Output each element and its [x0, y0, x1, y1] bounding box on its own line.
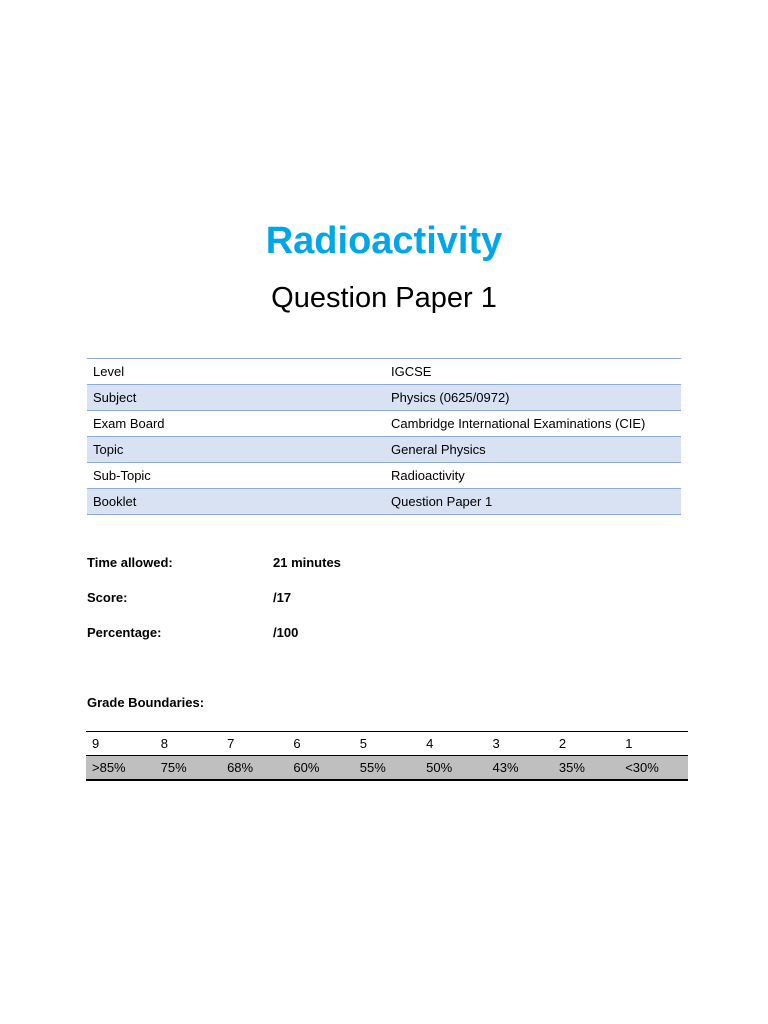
percentage-cell: >85%: [86, 756, 155, 781]
percentage-cell: 75%: [155, 756, 221, 781]
grade-boundaries-table: [86, 731, 688, 781]
info-key: Exam Board: [87, 411, 385, 437]
info-row-level: [87, 359, 681, 385]
grade-cell: 4: [420, 732, 486, 756]
percentage-cell: 50%: [420, 756, 486, 781]
page-subtitle: Question Paper 1: [271, 282, 497, 314]
grade-boundaries-label: Grade Boundaries:: [87, 695, 205, 710]
info-value: Physics (0625/0972): [385, 385, 681, 411]
grade-cell: 5: [354, 732, 420, 756]
info-row-exam-board: [87, 411, 681, 437]
page-title: Radioactivity: [265, 220, 503, 262]
info-value: IGCSE: [385, 359, 681, 385]
info-value: Radioactivity: [385, 463, 681, 489]
info-key: Subject: [87, 385, 385, 411]
info-key: Topic: [87, 437, 385, 463]
info-row-sub-topic: [87, 463, 681, 489]
grade-row: [86, 732, 688, 756]
score-value: /17: [273, 590, 292, 605]
grade-cell: 7: [221, 732, 287, 756]
grade-cell: 9: [86, 732, 155, 756]
grade-cell: 6: [287, 732, 353, 756]
percentage-cell: 68%: [221, 756, 287, 781]
time-allowed-value: 21 minutes: [273, 555, 341, 570]
info-row-subject: [87, 385, 681, 411]
info-value: Cambridge International Examinations (CIE): [385, 411, 681, 437]
percentage-label: Percentage:: [87, 625, 162, 640]
info-value: Question Paper 1: [385, 489, 681, 515]
grade-cell: 1: [619, 732, 688, 756]
percentage-cell: 55%: [354, 756, 420, 781]
percentage-cell: 35%: [553, 756, 619, 781]
info-table: [87, 358, 681, 515]
info-key: Booklet: [87, 489, 385, 515]
info-key: Sub-Topic: [87, 463, 385, 489]
percentage-cell: <30%: [619, 756, 688, 781]
info-value: General Physics: [385, 437, 681, 463]
grade-cell: 2: [553, 732, 619, 756]
score-label: Score:: [87, 590, 128, 605]
percentage-row: [86, 756, 688, 781]
info-row-booklet: [87, 489, 681, 515]
percentage-cell: 60%: [287, 756, 353, 781]
grade-cell: 3: [487, 732, 553, 756]
info-row-topic: [87, 437, 681, 463]
grade-cell: 8: [155, 732, 221, 756]
percentage-cell: 43%: [487, 756, 553, 781]
info-key: Level: [87, 359, 385, 385]
time-allowed-label: Time allowed:: [87, 555, 173, 570]
percentage-value: /100: [273, 625, 299, 640]
